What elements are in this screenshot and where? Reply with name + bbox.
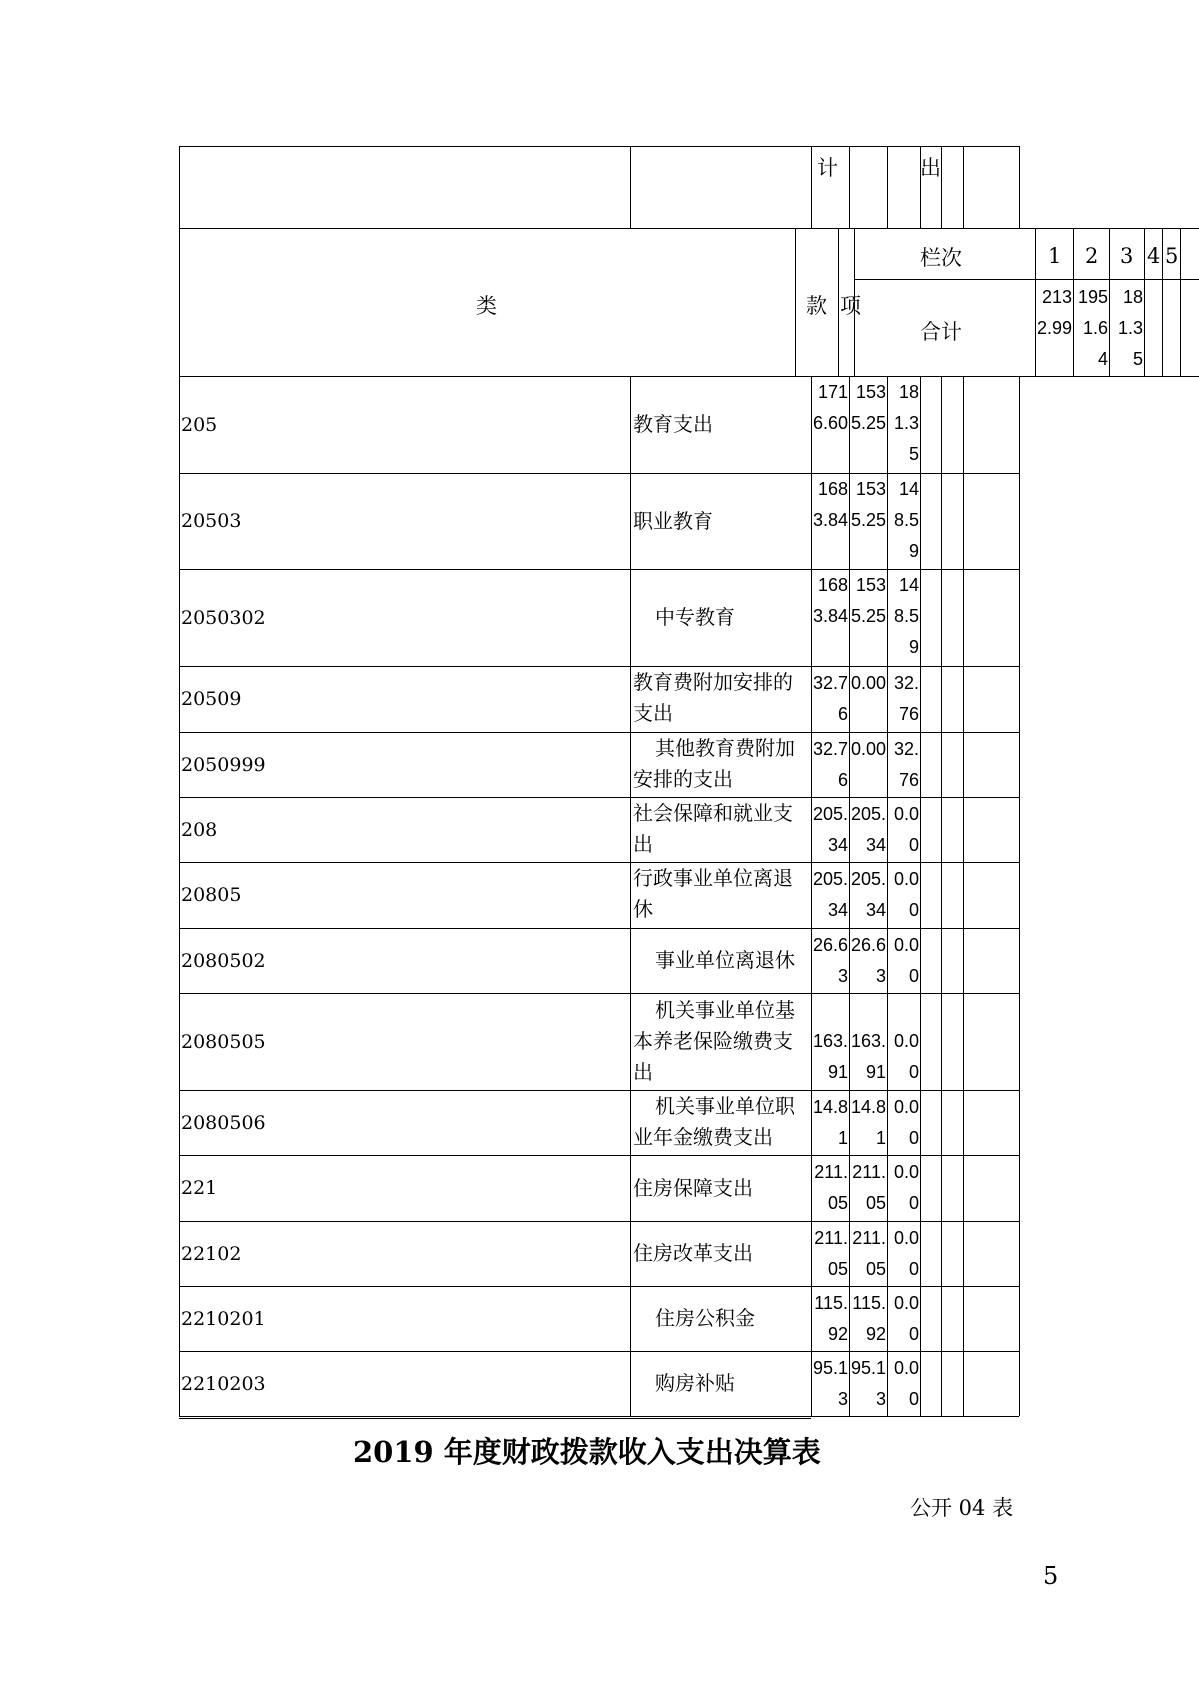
row-code: 2050302 — [181, 606, 266, 629]
row-value-project: 0.00 — [893, 935, 919, 986]
row-value-total: 205.34 — [812, 869, 848, 920]
row-value-basic: 14.81 — [850, 1097, 886, 1148]
row-value-project: 0.00 — [893, 1162, 919, 1213]
row-name: 购房补贴 — [655, 1371, 735, 1395]
table-row — [0, 862, 1199, 928]
row-value-total: 14.81 — [812, 1097, 848, 1148]
row-name: 其他教育费附加安排的支出 — [633, 736, 795, 791]
table-row — [0, 1286, 1199, 1351]
row-code: 22102 — [181, 1242, 242, 1265]
row-value-total: 32.76 — [812, 739, 848, 790]
row-value-project: 0.00 — [893, 1358, 919, 1409]
table-row — [0, 928, 1199, 993]
table-row — [0, 1090, 1199, 1155]
row-value-basic: 211.05 — [852, 1228, 886, 1279]
table-row — [0, 666, 1199, 732]
row-name: 社会保障和就业支出 — [633, 801, 793, 856]
header-lanci: 栏次 — [920, 246, 962, 270]
row-value-project: 0.00 — [893, 869, 919, 920]
row-value-basic: 95.13 — [850, 1358, 886, 1409]
row-value-project: 0.00 — [893, 1097, 919, 1148]
row-value-basic: 26.63 — [850, 935, 886, 986]
row-value-basic: 205.34 — [850, 804, 886, 855]
row-code: 2210203 — [181, 1372, 266, 1395]
row-value-basic: 1535.25 — [850, 382, 886, 433]
row-name: 机关事业单位职业年金缴费支出 — [633, 1094, 795, 1149]
table-row — [0, 1221, 1199, 1286]
row-value-project: 32.76 — [893, 673, 919, 724]
table-row — [0, 1351, 1199, 1416]
total-value-col2: 1951.64 — [1077, 287, 1108, 369]
row-value-project: 181.35 — [893, 382, 919, 464]
row-name: 中专教育 — [655, 605, 735, 629]
row-value-project: 0.00 — [893, 1293, 919, 1344]
column-number-1: 1 — [1048, 244, 1062, 268]
total-value-col1: 2132.99 — [1036, 287, 1072, 338]
row-code: 2080506 — [181, 1111, 266, 1134]
row-code: 20805 — [181, 884, 242, 906]
row-value-basic: 1535.25 — [850, 575, 886, 626]
row-name: 机关事业单位基本养老保险缴费支出 — [633, 998, 795, 1084]
header-heji: 合计 — [920, 320, 962, 344]
table-row — [0, 732, 1199, 797]
row-value-total: 163.91 — [812, 1031, 848, 1082]
row-value-basic: 115.92 — [852, 1293, 886, 1344]
header-xiang: 项 — [840, 294, 861, 318]
row-code: 208 — [181, 818, 218, 841]
row-code: 221 — [181, 1177, 218, 1199]
row-name: 住房改革支出 — [633, 1241, 753, 1265]
table-row — [0, 569, 1199, 666]
row-name: 住房保障支出 — [633, 1175, 753, 1200]
table-row — [0, 376, 1199, 473]
row-value-basic: 163.91 — [850, 1031, 886, 1082]
row-value-total: 115.92 — [814, 1293, 848, 1344]
row-value-total: 211.05 — [814, 1228, 848, 1279]
row-code: 20503 — [181, 510, 242, 532]
table-row — [0, 1155, 1199, 1221]
row-code: 2050999 — [181, 753, 266, 776]
column-number-3: 3 — [1120, 244, 1134, 268]
row-value-basic: 205.34 — [850, 869, 886, 920]
row-value-total: 205.34 — [812, 804, 848, 855]
column-number-5: 5 — [1165, 244, 1179, 268]
table-row — [0, 473, 1199, 569]
row-value-basic: 0.00 — [850, 673, 886, 693]
row-code: 2080505 — [181, 1030, 266, 1053]
row-value-project: 0.00 — [893, 804, 919, 855]
header-ji: 计 — [817, 156, 838, 180]
row-code: 2080502 — [181, 949, 266, 972]
document-title: 2019 年度财政拨款收入支出决算表 — [353, 1435, 821, 1469]
table-row — [0, 993, 1199, 1090]
row-value-basic: 1535.25 — [850, 479, 886, 530]
column-number-4: 4 — [1147, 244, 1161, 268]
column-number-2: 2 — [1085, 244, 1099, 268]
row-value-project: 32.76 — [893, 739, 919, 790]
row-name: 事业单位离退休 — [655, 948, 795, 972]
row-code: 205 — [181, 413, 218, 436]
row-name: 教育费附加安排的支出 — [633, 670, 793, 725]
row-code: 2210201 — [181, 1307, 266, 1330]
row-value-total: 32.76 — [812, 673, 848, 724]
row-value-basic: 0.00 — [850, 739, 886, 759]
row-value-project: 0.00 — [893, 1031, 919, 1082]
table-number: 公开 04 表 — [910, 1496, 1014, 1520]
row-value-project: 148.59 — [893, 479, 919, 561]
row-name: 教育支出 — [633, 412, 713, 436]
row-value-project: 148.59 — [893, 575, 919, 657]
row-code: 20509 — [181, 688, 242, 710]
row-value-total: 95.13 — [812, 1358, 848, 1409]
row-name: 职业教育 — [633, 508, 713, 533]
row-value-total: 26.63 — [812, 935, 848, 986]
table-row — [0, 797, 1199, 862]
header-chu: 出 — [920, 156, 941, 180]
header-kuan: 款 — [806, 294, 827, 318]
row-value-total: 1683.84 — [812, 575, 848, 626]
header-category-lei: 类 — [476, 294, 497, 318]
row-value-total: 1716.60 — [812, 382, 848, 433]
row-name: 行政事业单位离退休 — [633, 866, 793, 921]
total-value-col3: 181.35 — [1117, 287, 1143, 369]
row-value-project: 0.00 — [893, 1228, 919, 1279]
row-value-total: 211.05 — [814, 1162, 848, 1213]
row-value-total: 1683.84 — [812, 479, 848, 530]
row-name: 住房公积金 — [655, 1306, 755, 1330]
page-number: 5 — [1043, 1562, 1059, 1590]
row-value-basic: 211.05 — [852, 1162, 886, 1213]
